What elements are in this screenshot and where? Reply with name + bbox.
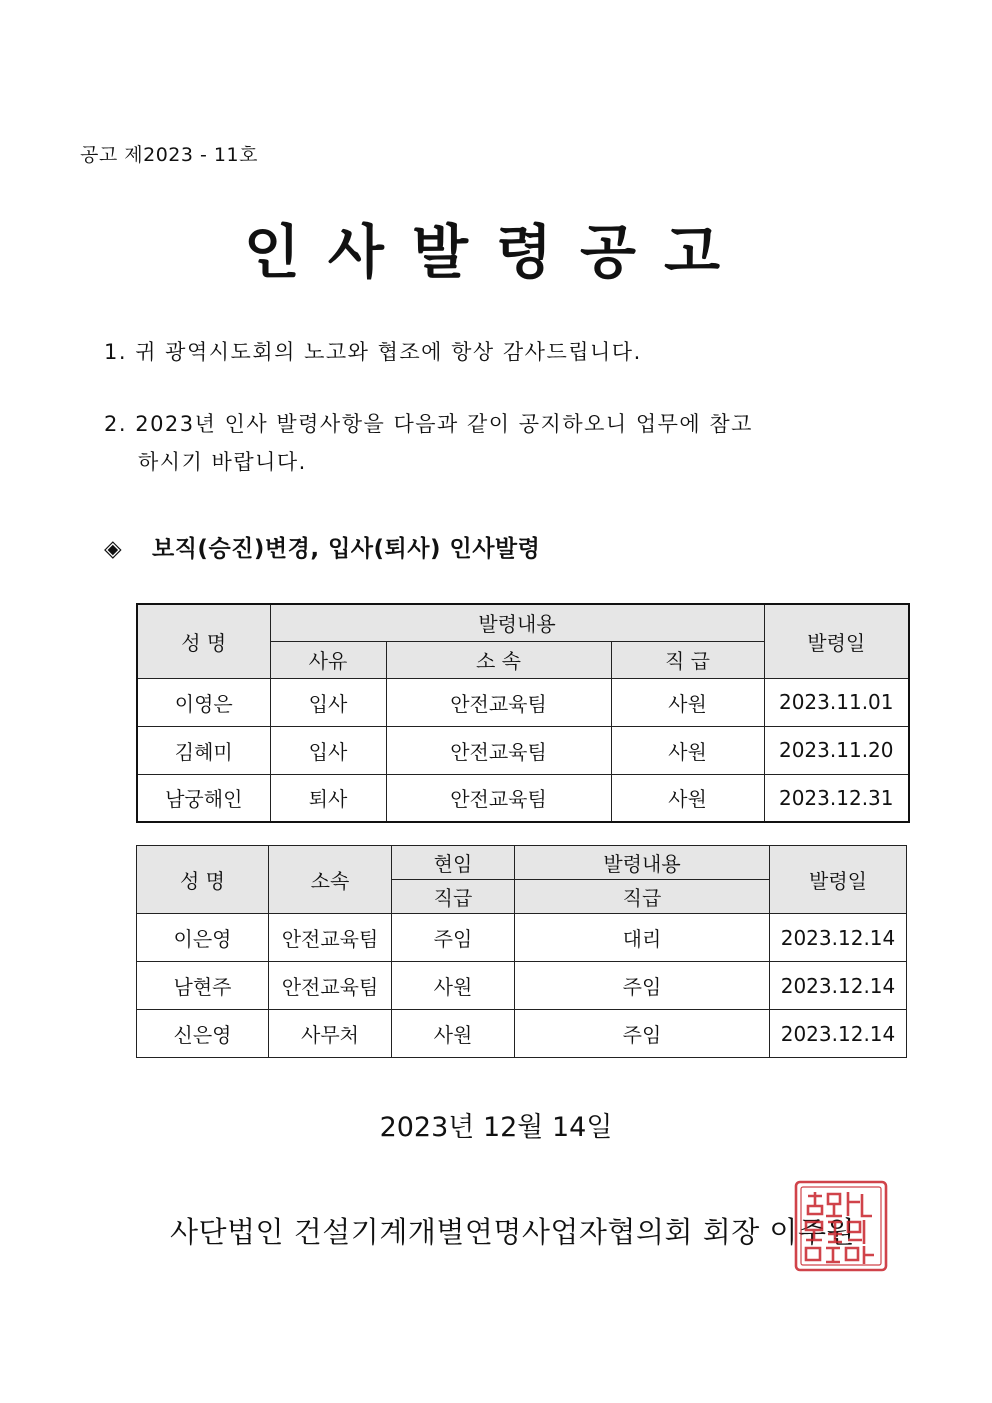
cell-name: 이은영: [137, 914, 269, 962]
cell-new-grade: 대리: [515, 914, 770, 962]
cell-current-grade: 주임: [392, 914, 515, 962]
cell-reason: 입사: [270, 678, 386, 726]
table-row: [137, 962, 907, 1010]
table-row: [137, 914, 907, 962]
table-row: [137, 774, 909, 822]
header-content: 발령내용: [270, 604, 764, 641]
header-new-grade: 직급: [515, 880, 770, 914]
header-name: 성 명: [137, 846, 269, 914]
hire-resign-table: [136, 603, 910, 823]
section-heading-text: 보직(승진)변경, 입사(퇴사) 인사발령: [152, 536, 541, 562]
paragraph-2: [104, 405, 753, 481]
header-reason: 사유: [270, 641, 386, 678]
cell-grade: 사원: [611, 726, 764, 774]
cell-date: 2023.11.01: [764, 678, 909, 726]
paragraph-2-line-2: 하시기 바랍니다.: [138, 450, 307, 474]
header-current-grade: 직급: [392, 880, 515, 914]
notice-number: 공고 제2023 - 11호: [80, 144, 258, 166]
cell-date: 2023.12.14: [770, 1010, 907, 1058]
diamond-bullet-icon: ◈: [104, 536, 123, 562]
cell-date: 2023.11.20: [764, 726, 909, 774]
table-row: [137, 1010, 907, 1058]
header-grade: 직 급: [611, 641, 764, 678]
header-dept: 소 속: [386, 641, 611, 678]
cell-name: 이영은: [137, 678, 270, 726]
cell-new-grade: 주임: [515, 962, 770, 1010]
header-dept: 소속: [269, 846, 392, 914]
header-current: 현임: [392, 846, 515, 880]
section-heading: [104, 530, 540, 563]
cell-reason: 입사: [270, 726, 386, 774]
paragraph-2-line-1: 2. 2023년 인사 발령사항을 다음과 같이 공지하오니 업무에 참고: [104, 412, 753, 436]
issuer-signature-line: 사단법인 건설기계개별연명사업자협의회 회장 이주원: [170, 1215, 855, 1249]
cell-name: 남현주: [137, 962, 269, 1010]
cell-new-grade: 주임: [515, 1010, 770, 1058]
cell-grade: 사원: [611, 774, 764, 822]
paragraph-1: 1. 귀 광역시도회의 노고와 협조에 항상 감사드립니다.: [104, 340, 642, 364]
header-content: 발령내용: [515, 846, 770, 880]
table-row: [137, 726, 909, 774]
cell-dept: 안전교육팀: [386, 726, 611, 774]
table-row: [137, 678, 909, 726]
issue-date: 2023년 12월 14일: [379, 1112, 613, 1143]
cell-name: 남궁해인: [137, 774, 270, 822]
cell-date: 2023.12.31: [764, 774, 909, 822]
cell-grade: 사원: [611, 678, 764, 726]
cell-dept: 안전교육팀: [386, 678, 611, 726]
cell-reason: 퇴사: [270, 774, 386, 822]
cell-date: 2023.12.14: [770, 962, 907, 1010]
cell-dept: 안전교육팀: [269, 914, 392, 962]
official-seal-icon: [792, 1178, 890, 1274]
page-title: 인사발령공고: [243, 218, 749, 286]
cell-dept: 안전교육팀: [269, 962, 392, 1010]
cell-name: 김혜미: [137, 726, 270, 774]
cell-dept: 안전교육팀: [386, 774, 611, 822]
cell-date: 2023.12.14: [770, 914, 907, 962]
header-date: 발령일: [764, 604, 909, 678]
cell-current-grade: 사원: [392, 962, 515, 1010]
cell-dept: 사무처: [269, 1010, 392, 1058]
promotion-table: [136, 845, 907, 1058]
header-name: 성 명: [137, 604, 270, 678]
header-date: 발령일: [770, 846, 907, 914]
cell-current-grade: 사원: [392, 1010, 515, 1058]
cell-name: 신은영: [137, 1010, 269, 1058]
